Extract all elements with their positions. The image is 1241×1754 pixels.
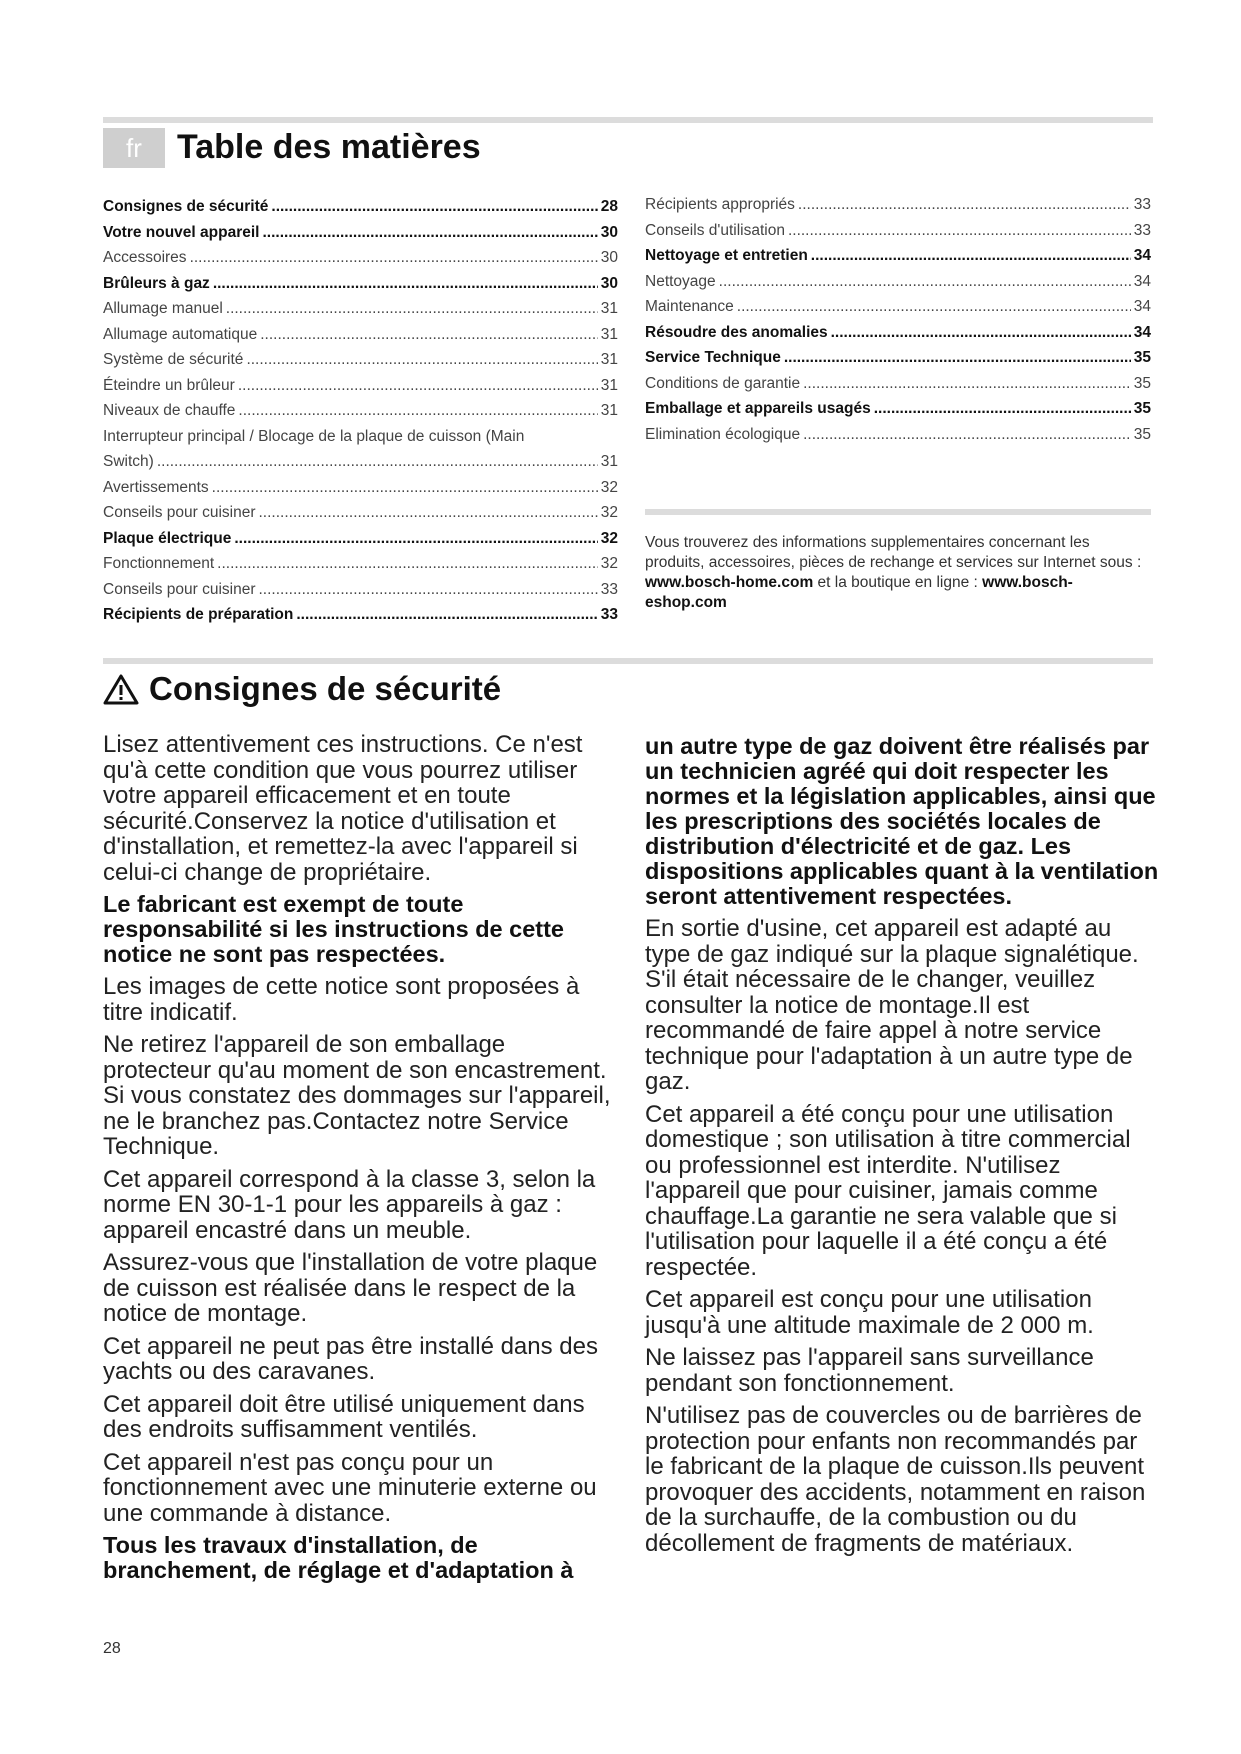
paragraph: N'utilisez pas de couvercles ou de barrières de protection pour enfants non recommandés par le fabricant de la plaque de cuisson.Ils peuvent provoquer des accidents, notamment en raison de la surchauffe, de la combustion ou du décollement de fragments de matériaux. — [645, 1402, 1146, 1557]
toc-entry[interactable] — [103, 500, 618, 526]
toc-entry[interactable] — [645, 243, 1151, 269]
toc-leader-dots — [157, 449, 598, 475]
info-middle: et la boutique en ligne : — [813, 574, 983, 591]
toc-entry-title: Allumage automatique — [103, 325, 258, 343]
toc-entry[interactable] — [103, 526, 618, 552]
paragraph: Cet appareil est conçu pour une utilisation jusqu'à une altitude maximale de 2 000 m. — [645, 1286, 1094, 1339]
toc-entry-page: 34 — [1133, 247, 1151, 264]
toc-right-column — [645, 192, 1151, 447]
toc-entry[interactable] — [103, 373, 618, 399]
toc-leader-dots — [719, 269, 1131, 295]
toc-entry-title: Votre nouvel appareil — [103, 223, 260, 241]
paragraph: Assurez-vous que l'installation de votre plaque de cuisson est réalisée dans le respect de la notice de montage. — [103, 1249, 598, 1327]
toc-entry-page: 31 — [600, 351, 618, 368]
top-divider — [103, 117, 1153, 123]
toc-leader-dots — [296, 602, 597, 628]
paragraph: Cet appareil ne peut pas être installé dans des yachts ou des caravanes. — [103, 1332, 598, 1385]
toc-entry-page: 31 — [600, 325, 618, 343]
toc-left-column — [103, 194, 618, 628]
toc-leader-dots — [260, 322, 598, 348]
toc-entry-title: Récipients de préparation — [103, 606, 294, 623]
toc-entry[interactable] — [103, 271, 618, 297]
toc-entry-page: 34 — [1133, 298, 1151, 315]
toc-entry-page: 35 — [1133, 425, 1151, 443]
toc-entry-page: 31 — [600, 300, 618, 317]
page-number: 28 — [103, 1640, 121, 1657]
toc-entry[interactable] — [645, 422, 1151, 448]
toc-leader-dots — [213, 271, 598, 297]
toc-entry-title: Récipients appropriés — [645, 196, 795, 213]
toc-entry-title: Nettoyage et entretien — [645, 247, 808, 264]
toc-entry-title-cont: Switch) — [103, 453, 154, 470]
paragraph: En sortie d'usine, cet appareil est adapté au type de gaz indiqué sur la plaque signalétique. S'il était nécessaire de le changer, veuillez consulter la notice de montage.Il est recommandé de faire appel à notre service technique pour l'adaptation à un autre type de gaz. — [645, 915, 1139, 1095]
toc-entry-page: 33 — [1133, 221, 1151, 239]
toc-entry-page: 35 — [1133, 374, 1151, 392]
paragraph: Cet appareil n'est pas conçu pour un fonctionnement avec une minuterie externe ou une commande à distance. — [103, 1448, 597, 1527]
paragraph: Cet appareil a été conçu pour une utilisation domestique ; son utilisation à titre commercial ou professionnel est interdite. N'utilisez l'appareil que pour cuisiner, jamais comme chauffage.La garantie ne sera valable que si l'utilisation pour laquelle il a été conçu a été respectée. — [645, 1100, 1131, 1281]
toc-entry-page: 32 — [600, 555, 618, 572]
toc-entry[interactable] — [103, 194, 618, 220]
toc-entry-title: Conseils pour cuisiner — [103, 504, 256, 521]
toc-leader-dots — [803, 371, 1131, 397]
toc-entry-title: Consignes de sécurité — [103, 198, 269, 215]
toc-entry-page: 31 — [600, 402, 618, 419]
paragraph: Ne retirez l'appareil de son emballage protecteur qu'au moment de son encastrement. Si vous constatez des dommages sur l'appareil, ne le branchez pas.Contactez notre Service Technique. — [103, 1031, 611, 1160]
toc-entry[interactable] — [645, 294, 1151, 320]
toc-entry[interactable] — [645, 320, 1151, 346]
language-badge: fr — [103, 128, 165, 168]
toc-leader-dots — [788, 218, 1131, 244]
paragraph: Cet appareil correspond à la classe 3, selon la norme EN 30-1-1 pour les appareils à gaz : appareil encastré dans un meuble. — [103, 1165, 596, 1244]
info-note — [645, 533, 1151, 613]
toc-leader-dots — [246, 347, 597, 373]
toc-entry[interactable] — [645, 345, 1151, 371]
paragraph: Lisez attentivement ces instructions. Ce n'est qu'à cette condition que vous pourrez utiliser votre appareil efficacement et en toute sécurité.Conservez la notice d'utilisation et d'installation, et remettez-la avec l'appareil si celui-ci change de propriétaire. — [103, 731, 583, 886]
warning-triangle-icon — [103, 673, 139, 705]
warning-paragraph: Le fabricant est exempt de toute responsabilité si les instructions de cette notice ne sont pas respectées. — [103, 891, 565, 967]
toc-entry[interactable] — [103, 475, 618, 501]
toc-entry-page: 32 — [600, 529, 618, 547]
paragraph: Cet appareil doit être utilisé uniquement dans des endroits suffisamment ventilés. — [103, 1390, 585, 1443]
toc-entry-title: Niveaux de chauffe — [103, 402, 236, 419]
body-left-column — [103, 732, 613, 1590]
paragraph: Ne laissez pas l'appareil sans surveillance pendant son fonctionnement. — [645, 1344, 1094, 1397]
toc-entry[interactable] — [103, 322, 618, 348]
toc-leader-dots — [262, 220, 597, 246]
toc-leader-dots — [803, 422, 1131, 448]
toc-leader-dots — [874, 396, 1131, 422]
toc-entry-title: Emballage et appareils usagés — [645, 400, 871, 417]
toc-entry[interactable] — [645, 396, 1151, 422]
toc-entry-title: Interrupteur principal / Blocage de la plaque de cuisson (Main — [103, 427, 525, 445]
toc-entry-page: 30 — [600, 223, 618, 241]
toc-leader-dots — [811, 243, 1131, 269]
toc-entry-title: Avertissements — [103, 478, 209, 496]
toc-leader-dots — [190, 245, 598, 271]
toc-entry-title: Maintenance — [645, 298, 734, 315]
toc-entry-page: 35 — [1133, 400, 1151, 417]
toc-entry-page: 33 — [600, 580, 618, 598]
toc-entry-page: 34 — [1133, 323, 1151, 341]
toc-leader-dots — [217, 551, 598, 577]
toc-entry-title: Conditions de garantie — [645, 374, 801, 392]
toc-entry-title: Système de sécurité — [103, 351, 244, 368]
toc-leader-dots — [271, 194, 597, 220]
warning-paragraph: Tous les travaux d'installation, de branchement, de réglage et d'adaptation à — [103, 1532, 574, 1583]
info-divider — [645, 509, 1151, 515]
toc-leader-dots — [259, 577, 598, 603]
toc-entry-page: 30 — [600, 249, 618, 266]
toc-entry-page: 34 — [1133, 272, 1151, 290]
toc-leader-dots — [238, 373, 598, 399]
toc-entry-title: Plaque électrique — [103, 529, 232, 547]
toc-entry-title: Service Technique — [645, 349, 781, 366]
toc-entry-page: 35 — [1133, 349, 1151, 366]
toc-leader-dots — [212, 475, 598, 501]
toc-leader-dots — [831, 320, 1131, 346]
toc-entry-page: 28 — [600, 198, 618, 215]
toc-entry[interactable] — [645, 192, 1151, 218]
body-right-column — [645, 734, 1160, 1563]
toc-entry-title: Fonctionnement — [103, 555, 215, 572]
toc-leader-dots — [226, 296, 598, 322]
toc-leader-dots — [737, 294, 1131, 320]
paragraph: Les images de cette notice sont proposées à titre indicatif. — [103, 973, 580, 1026]
toc-entry-page: 30 — [600, 274, 618, 292]
info-text: Vous trouverez des informations supplementaires concernant les produits, accessoires, pièces de rechange et services sur Internet sous : — [645, 534, 1142, 571]
toc-entry[interactable] — [103, 220, 618, 246]
toc-entry[interactable] — [645, 269, 1151, 295]
toc-entry-title: Allumage manuel — [103, 300, 223, 317]
warning-paragraph: un autre type de gaz doivent être réalisés par un technicien agréé qui doit respecter les normes et la législation applicables, ainsi que les prescriptions des sociétés locales de distribution d'électricité et de gaz. Les dispositions applicables quant à la ventilation seront attentivement respectées. — [645, 733, 1159, 909]
toc-entry[interactable] — [103, 296, 618, 322]
toc-entry[interactable] — [103, 577, 618, 603]
toc-entry[interactable] — [103, 398, 618, 424]
toc-entry-title: Brûleurs à gaz — [103, 274, 210, 292]
toc-entry[interactable] — [645, 218, 1151, 244]
toc-leader-dots — [234, 526, 597, 552]
toc-entry-page: 31 — [600, 376, 618, 394]
toc-leader-dots — [798, 192, 1131, 218]
toc-leader-dots — [784, 345, 1131, 371]
section-title: Consignes de sécurité — [149, 670, 502, 707]
toc-entry[interactable] — [103, 424, 618, 475]
toc-entry-title: Conseils d'utilisation — [645, 221, 785, 239]
toc-entry-page: 33 — [600, 606, 618, 623]
toc-entry[interactable] — [103, 245, 618, 271]
toc-entry-title: Elimination écologique — [645, 425, 801, 443]
toc-entry[interactable] — [103, 551, 618, 577]
toc-entry-page: 33 — [1133, 196, 1151, 213]
bosch-home-link[interactable]: www.bosch-home.com — [645, 574, 814, 591]
toc-entry-title: Nettoyage — [645, 272, 716, 290]
toc-leader-dots — [259, 500, 598, 526]
bosch-eshop-link[interactable]: www.bosch-eshop.com — [645, 574, 1073, 611]
section-heading — [103, 664, 501, 714]
toc-entry[interactable] — [103, 602, 618, 628]
toc-entry-title: Résoudre des anomalies — [645, 323, 828, 341]
toc-title: Table des matières — [177, 128, 481, 166]
toc-entry[interactable] — [645, 371, 1151, 397]
toc-entry-page: 31 — [600, 453, 618, 470]
toc-entry-page: 32 — [600, 478, 618, 496]
toc-entry[interactable] — [103, 347, 618, 373]
toc-entry-title: Accessoires — [103, 249, 187, 266]
toc-entry-page: 32 — [600, 504, 618, 521]
toc-entry-title: Conseils pour cuisiner — [103, 580, 256, 598]
toc-leader-dots — [238, 398, 597, 424]
toc-entry-title: Éteindre un brûleur — [103, 376, 235, 394]
